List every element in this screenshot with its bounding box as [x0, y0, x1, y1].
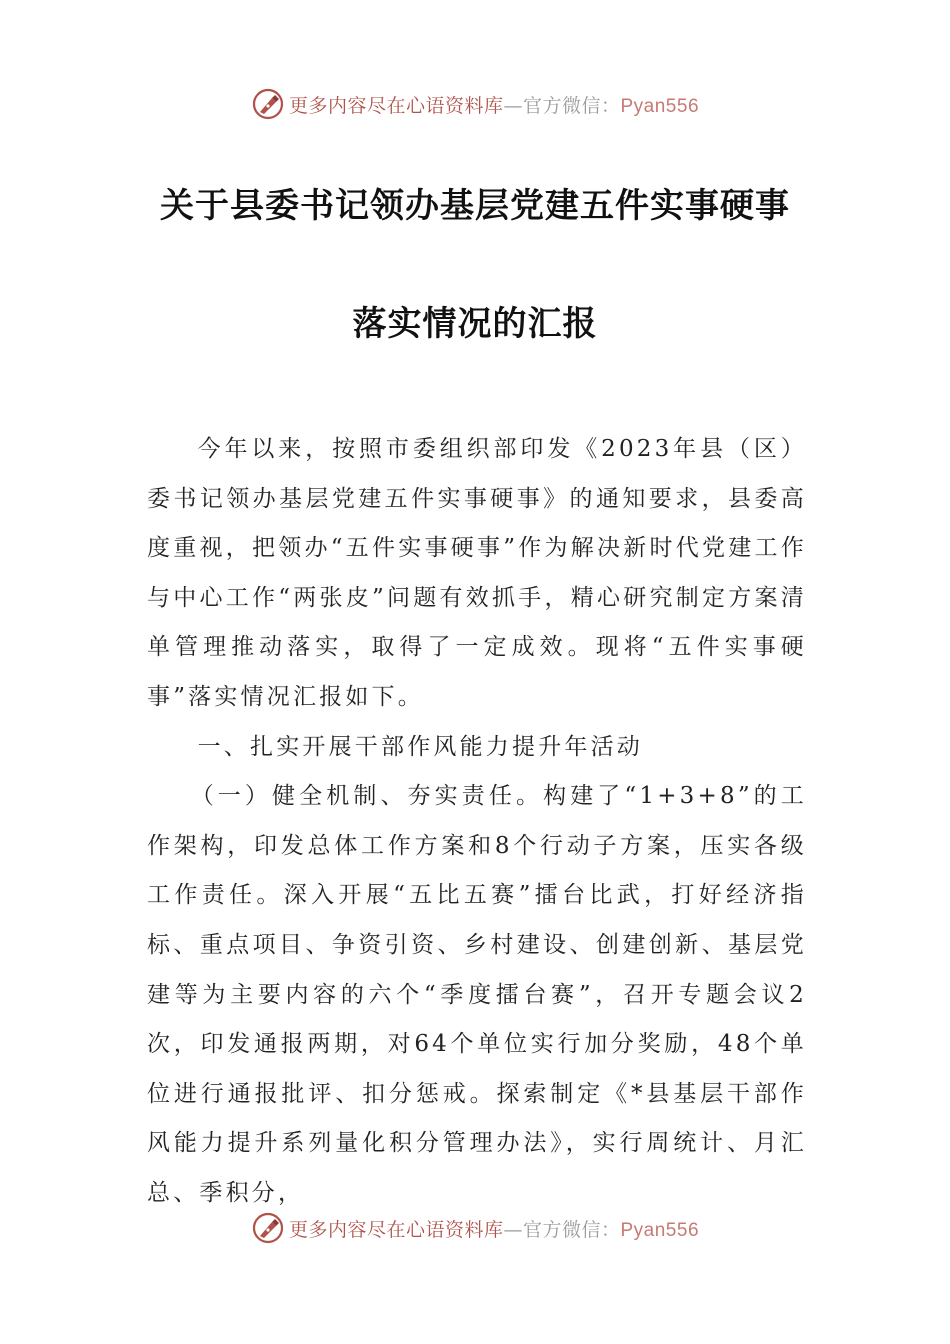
watermark-label: 官方微信：: [522, 94, 621, 117]
watermark-main: 更多内容尽在心语资料库: [288, 94, 504, 117]
pen-nib-logo-icon: [251, 1211, 285, 1245]
watermark-dash: —: [503, 1218, 523, 1241]
pen-nib-logo-icon: [251, 87, 285, 121]
section-heading: 一、扎实开展干部作风能力提升年活动: [197, 733, 643, 760]
document-title-line-1: 关于县委书记领办基层党建五件实事硬事: [160, 186, 790, 226]
document-title-line-2: 落实情况的汇报: [352, 304, 598, 344]
watermark-text: [289, 91, 699, 118]
watermark-id: Pyan556: [620, 1219, 700, 1241]
watermark-footer: [0, 1208, 950, 1248]
paragraph-intro: 今年以来，按照市委组织部印发《2023年县（区）委书记领办基层党建五件实事硬事》的通知要求，县委高度重视，把领办“五件实事硬事”作为解决新时代党建工作与中心工作“两张皮”问题有效抓手，精心研究制定方案清单管理推动落实，取得了一定成效。现将“五件实事硬事”落实情况汇报如下。: [147, 436, 807, 710]
paragraph-subsection: （一）健全机制、夯实责任。构建了“1+3+8”的工作架构，印发总体工作方案和8个行动子方案，压实各级工作责任。深入开展“五比五赛”擂台比武，打好经济指标、重点项目、争资引资、乡村建设、创建创新、基层党建等为主要内容的六个“季度擂台赛”，召开专题会议2次，印发通报两期，对64个单位实行加分奖励，48个单位进行通报批评、扣分惩戒。探索制定《*县基层干部作风能力提升系列量化积分管理办法》，实行周统计、月汇总、季积分，: [147, 783, 807, 1206]
document-body: [147, 425, 807, 1219]
watermark-main: 更多内容尽在心语资料库: [288, 1218, 504, 1241]
watermark-dash: —: [503, 94, 523, 117]
watermark-text: [289, 1215, 699, 1242]
watermark-label: 官方微信：: [522, 1218, 621, 1241]
watermark-header: [0, 84, 950, 124]
watermark-id: Pyan556: [620, 95, 700, 117]
